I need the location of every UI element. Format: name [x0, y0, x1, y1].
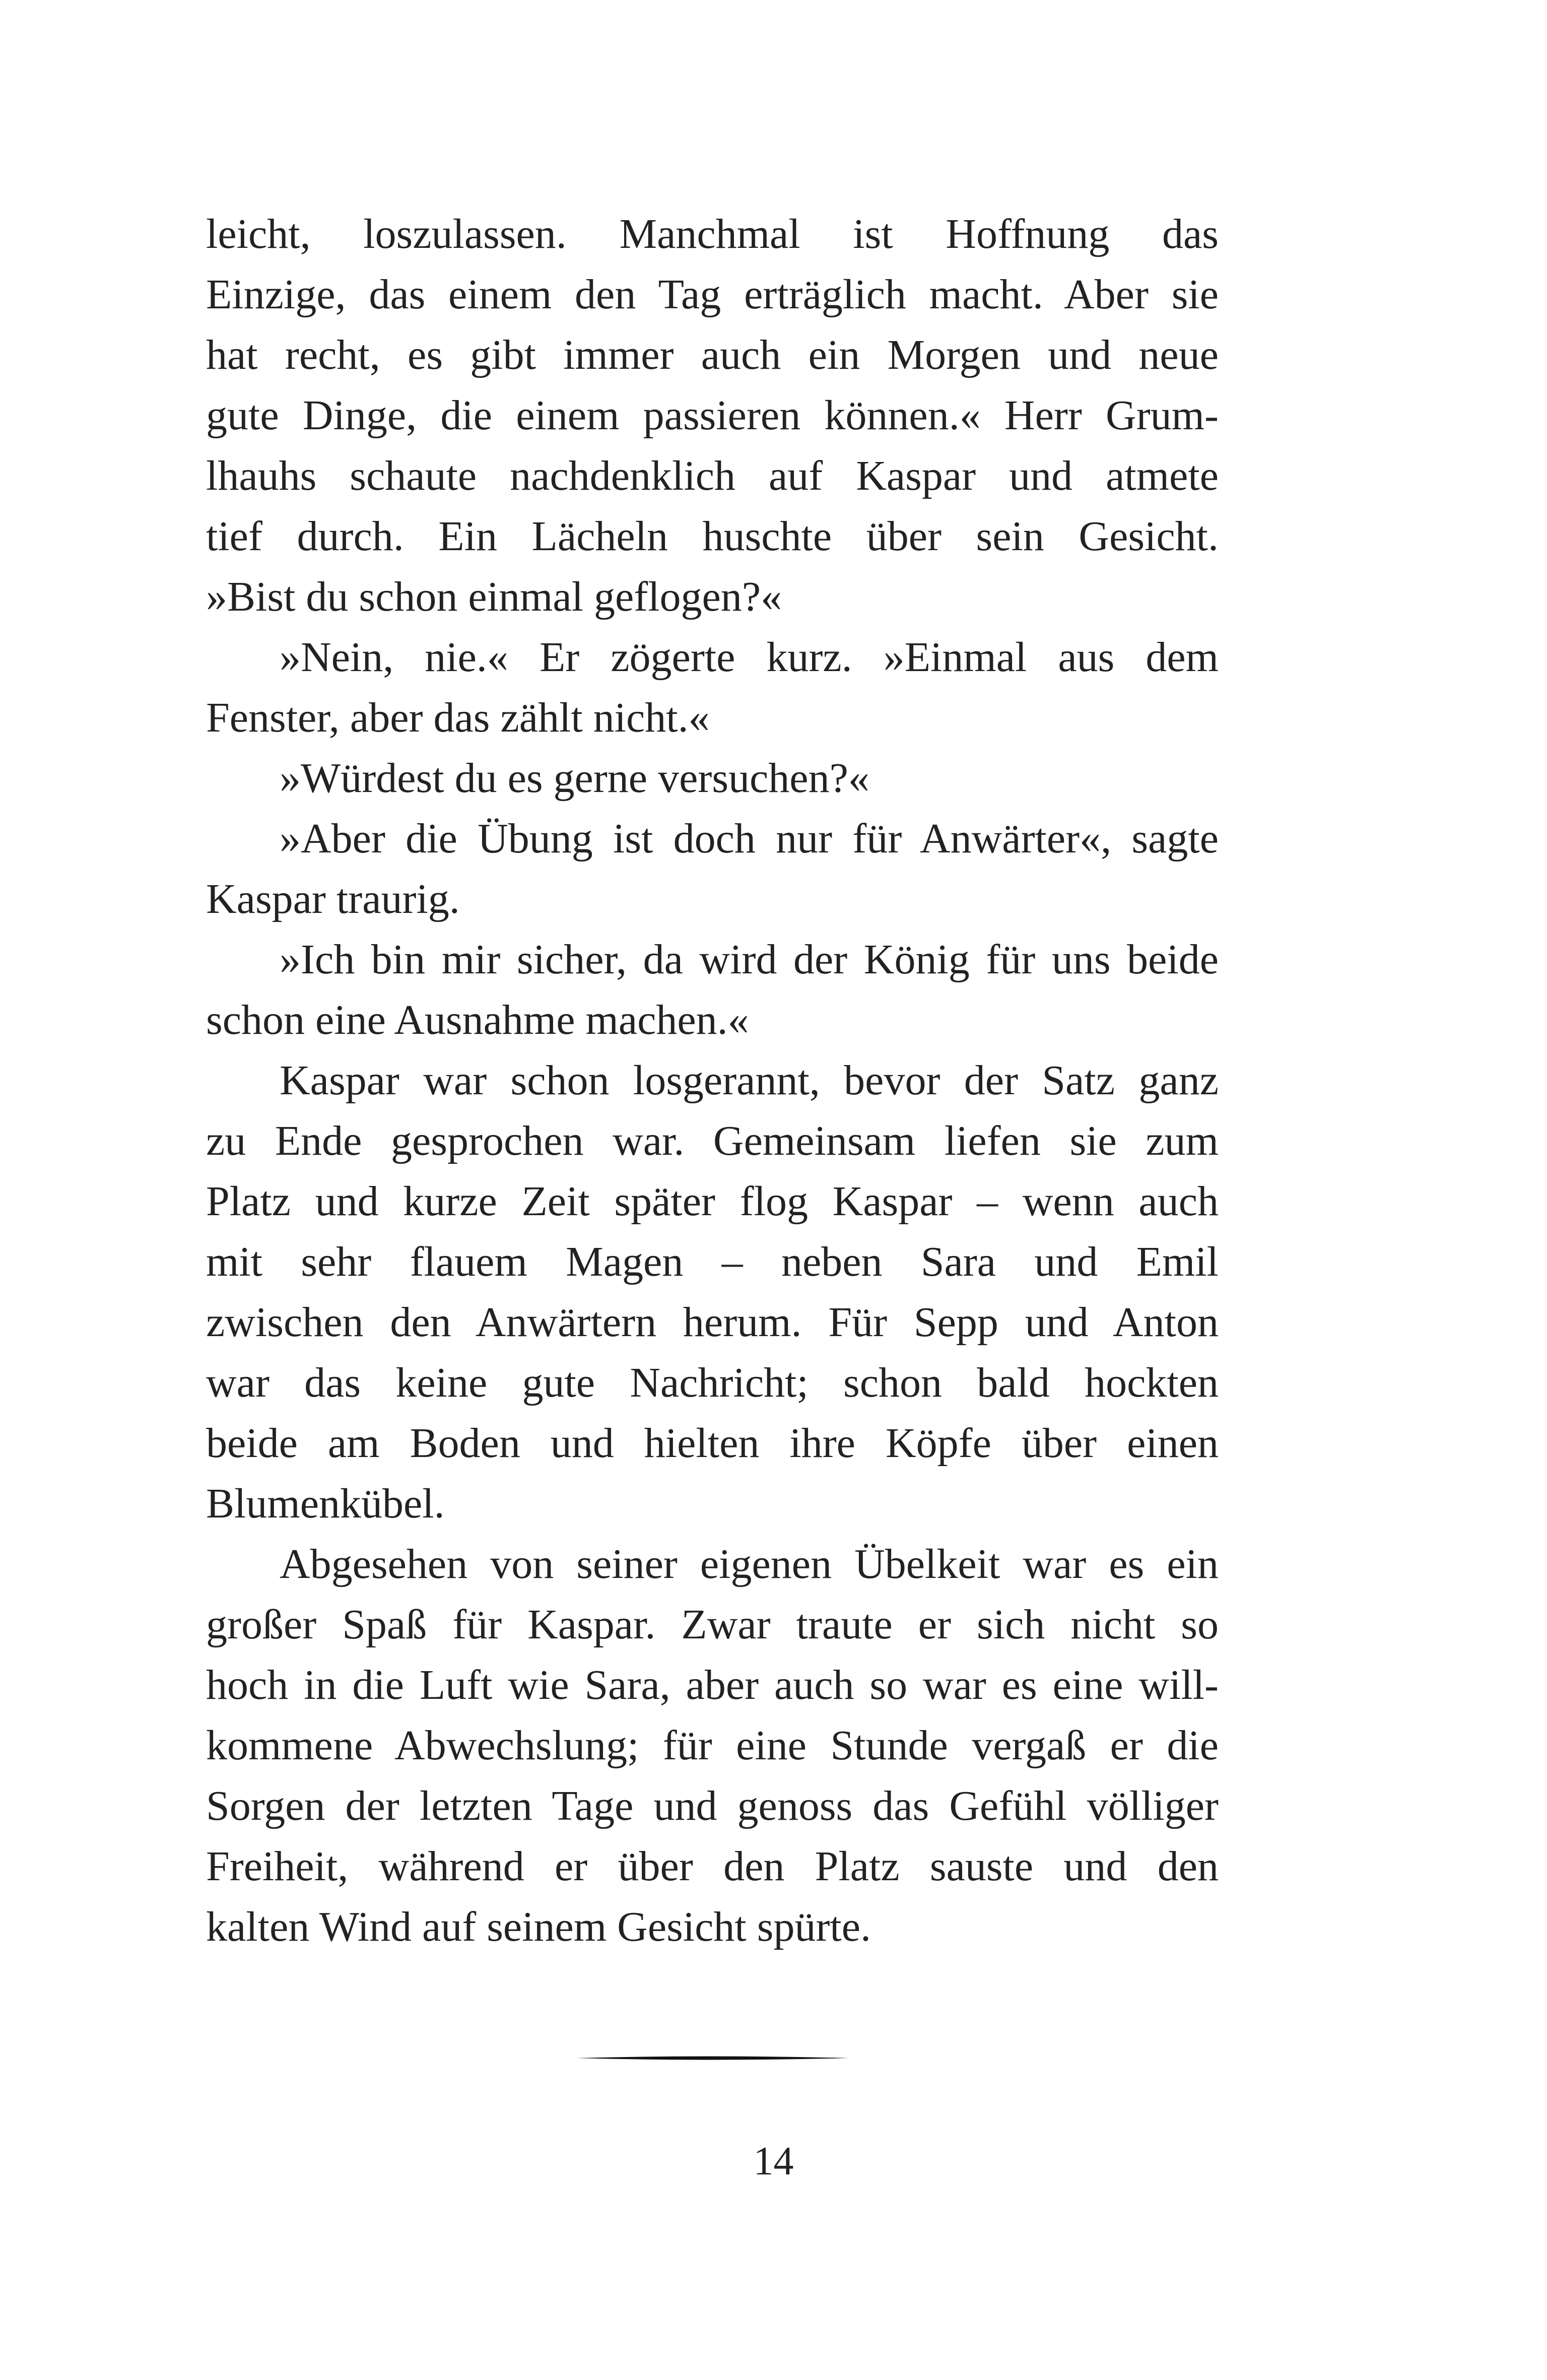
page-number: 14 — [753, 2139, 794, 2184]
text-line: Sorgen der letzten Tage und genoss das Gefühl völliger — [206, 1782, 1219, 1829]
text-line: »Aber die Übung ist doch nur für Anwärter«, sagte — [280, 815, 1219, 862]
text-line: »Bist du schon einmal geflogen?« — [206, 573, 782, 620]
text-line: hoch in die Luft wie Sara, aber auch so war es eine will- — [206, 1662, 1219, 1708]
text-line: Kaspar traurig. — [206, 876, 460, 922]
text-line: Kaspar war schon losgerannt, bevor der Satz ganz — [280, 1057, 1219, 1104]
text-line: kommene Abwechslung; für eine Stunde vergaß er die — [206, 1722, 1219, 1769]
text-line: Fenster, aber das zählt nicht.« — [206, 694, 710, 741]
text-line: »Nein, nie.« Er zögerte kurz. »Einmal aus dem — [280, 634, 1219, 681]
text-line: Freiheit, während er über den Platz sauste und den — [206, 1843, 1219, 1890]
text-line: »Würdest du es gerne versuchen?« — [280, 755, 869, 802]
text-line: zwischen den Anwärtern herum. Für Sepp und Anton — [206, 1299, 1219, 1346]
text-line: großer Spaß für Kaspar. Zwar traute er sich nicht so — [206, 1601, 1219, 1648]
text-line: Abgesehen von seiner eigenen Übelkeit war es ein — [280, 1541, 1219, 1588]
text-line: Einzige, das einem den Tag erträglich macht. Aber sie — [206, 271, 1219, 318]
text-line: tief durch. Ein Lächeln huschte über sein Gesicht. — [206, 513, 1219, 560]
text-line: »Ich bin mir sicher, da wird der König für uns beide — [280, 936, 1219, 983]
text-line: beide am Boden und hielten ihre Köpfe über einen — [206, 1420, 1219, 1467]
text-line: lhauhs schaute nachdenklich auf Kaspar und atmete — [206, 452, 1219, 499]
text-line: zu Ende gesprochen war. Gemeinsam liefen sie zum — [206, 1117, 1219, 1164]
text-line: gute Dinge, die einem passieren können.« Herr Grum- — [206, 392, 1219, 439]
text-line: Platz und kurze Zeit später flog Kaspar – wenn auch — [206, 1178, 1219, 1225]
text-line: kalten Wind auf seinem Gesicht spürte. — [206, 1903, 871, 1950]
section-divider — [577, 2055, 849, 2062]
text-line: mit sehr flauem Magen – neben Sara und Emil — [206, 1238, 1219, 1285]
text-line: schon eine Ausnahme machen.« — [206, 997, 749, 1043]
text-line: war das keine gute Nachricht; schon bald hockten — [206, 1359, 1219, 1406]
text-line: hat recht, es gibt immer auch ein Morgen und neue — [206, 332, 1219, 378]
text-line: Blumenkübel. — [206, 1480, 445, 1527]
text-line: leicht, loszulassen. Manchmal ist Hoffnung das — [206, 211, 1219, 257]
body-text — [206, 204, 1219, 1957]
